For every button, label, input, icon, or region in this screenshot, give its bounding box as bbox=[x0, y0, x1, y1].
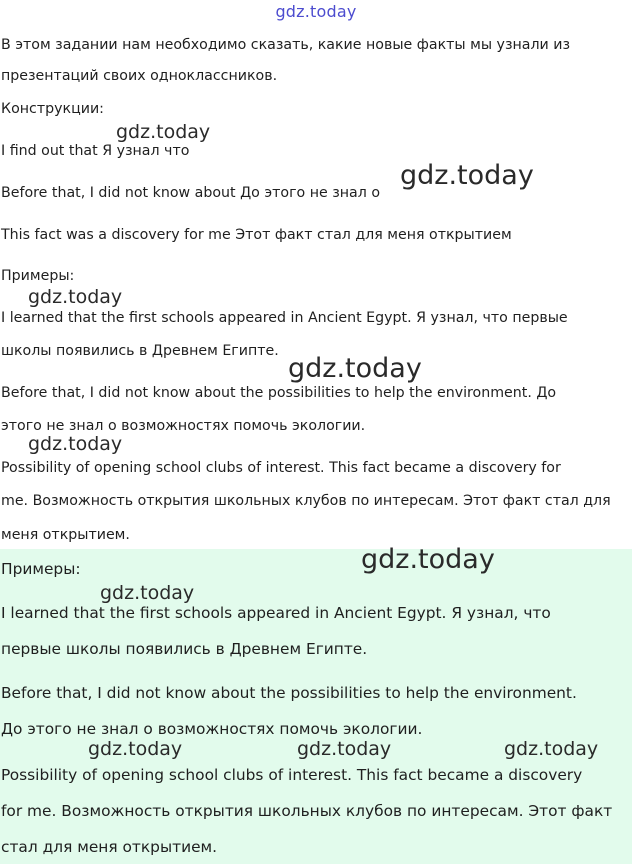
watermark: gdz.today bbox=[28, 433, 123, 455]
construction-item: This fact was a discovery for me Этот факт стал для меня открытием bbox=[1, 227, 512, 243]
watermark: gdz.today bbox=[504, 738, 599, 760]
answer-line: I learned that the first schools appeared in Ancient Egypt. Я узнал, что bbox=[1, 604, 551, 622]
intro-line-2: презентаций своих одноклассников. bbox=[1, 68, 278, 84]
examples-heading: Примеры: bbox=[1, 268, 75, 284]
example-line: Before that, I did not know about the possibilities to help the environment. До bbox=[1, 385, 557, 401]
answer-line: До этого не знал о возможностях помочь экологии. bbox=[1, 720, 423, 738]
example-line: меня открытием. bbox=[1, 527, 130, 543]
watermark: gdz.today bbox=[100, 582, 195, 604]
watermark: gdz.today bbox=[297, 738, 392, 760]
watermark: gdz.today bbox=[28, 286, 123, 308]
answer-line: for me. Возможность открытия школьных клубов по интересам. Этот факт bbox=[1, 802, 613, 820]
construction-item: I find out that Я узнал что bbox=[1, 143, 190, 159]
site-logo[interactable]: gdz.today bbox=[275, 2, 357, 21]
example-line: I learned that the first schools appeared in Ancient Egypt. Я узнал, что первые bbox=[1, 310, 568, 326]
answer-line: первые школы появились в Древнем Египте. bbox=[1, 640, 368, 658]
watermark: gdz.today bbox=[88, 738, 183, 760]
answer-line: стал для меня открытием. bbox=[1, 838, 218, 856]
example-line: Possibility of opening school clubs of interest. This fact became a discovery for bbox=[1, 460, 561, 476]
watermark: gdz.today bbox=[116, 121, 211, 143]
answer-line: Before that, I did not know about the possibilities to help the environment. bbox=[1, 684, 577, 702]
constructions-heading: Конструкции: bbox=[1, 101, 104, 117]
intro-line-1: В этом задании нам необходимо сказать, какие новые факты мы узнали из bbox=[1, 37, 571, 53]
example-line: этого не знал о возможностях помочь экологии. bbox=[1, 418, 366, 434]
answer-line: Possibility of opening school clubs of interest. This fact became a discovery bbox=[1, 766, 583, 784]
watermark: gdz.today bbox=[400, 160, 534, 191]
construction-item: Before that, I did not know about До этого не знал о bbox=[1, 185, 381, 201]
watermark: gdz.today bbox=[288, 353, 422, 384]
answer-heading: Примеры: bbox=[1, 560, 81, 578]
watermark: gdz.today bbox=[361, 544, 495, 575]
example-line: школы появились в Древнем Египте. bbox=[1, 343, 279, 359]
example-line: me. Возможность открытия школьных клубов по интересам. Этот факт стал для bbox=[1, 493, 611, 509]
